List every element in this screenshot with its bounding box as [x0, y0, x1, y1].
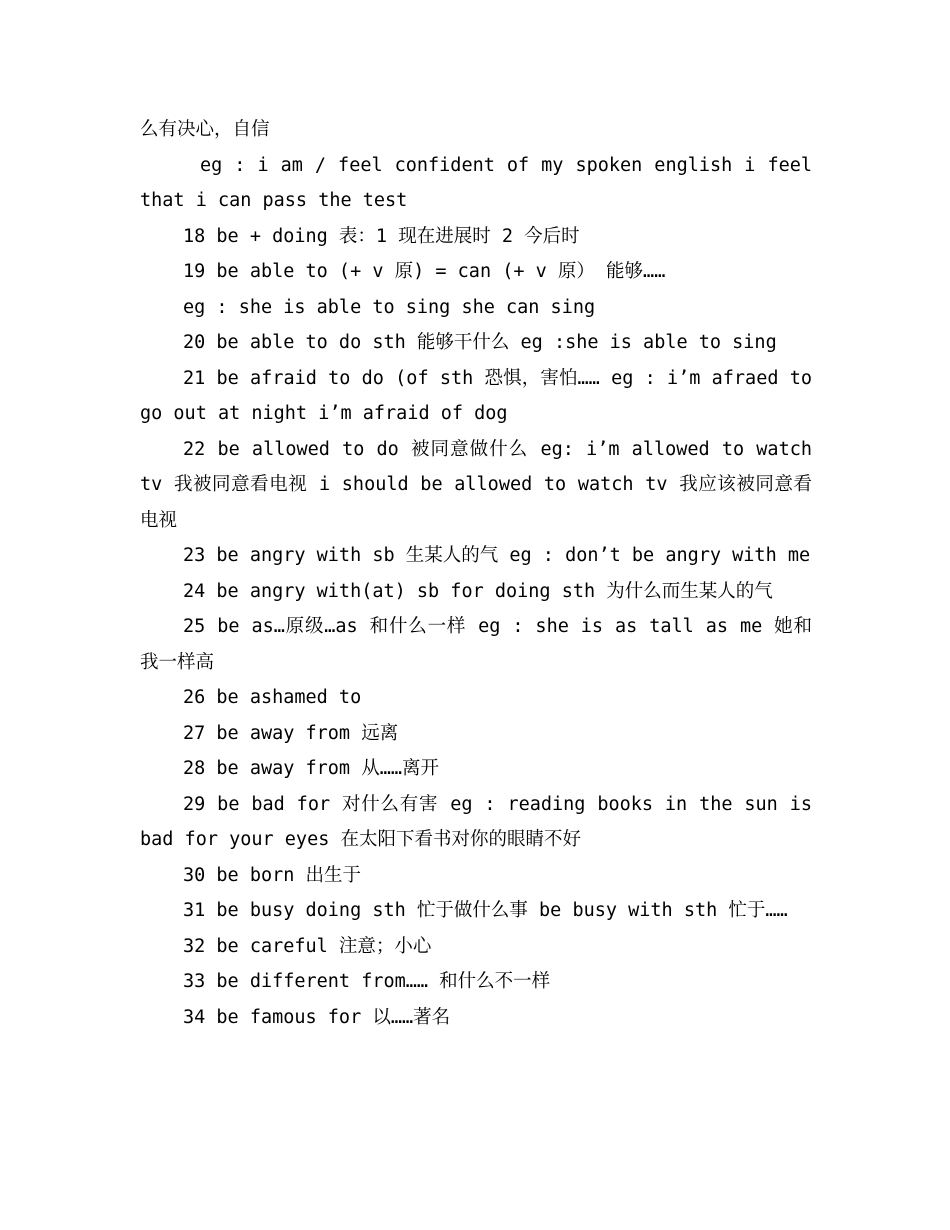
- paragraph-item-24: 24 be angry with(at) sb for doing sth 为什么而生某人的气: [183, 580, 773, 602]
- paragraph-item-19: 19 be able to (+ v 原) = can (+ v 原） 能够……: [183, 261, 666, 282]
- paragraph-item-23: 23 be angry with sb 生某人的气 eg : don’t be angry with me: [183, 545, 811, 566]
- paragraph-item-21: 21 be afraid to do (of sth 恐惧，害怕…… eg : i’m afraed to go out at night i’m afraid of dog: [140, 367, 812, 424]
- paragraph-item-18: 18 be + doing 表：1 现在进展时 2 今后时: [183, 225, 580, 247]
- body-text: [140, 112, 812, 1035]
- paragraph-item-22: 22 be allowed to do 被同意做什么 eg: i’m allowed to watch tv 我被同意看电视 i should be allowed to watch tv 我应该被同意看电视: [140, 438, 812, 531]
- paragraph-item-26: 26 be ashamed to: [183, 687, 362, 708]
- paragraph-item-29: 29 be bad for 对什么有害 eg : reading books in the sun is bad for your eyes 在太阳下看书对你的眼睛不好: [140, 793, 812, 850]
- paragraph-example-confident: eg : i am / feel confident of my spoken english i feel that i can pass the test: [140, 154, 812, 211]
- paragraph-item-34: 34 be famous for 以……著名: [183, 1006, 451, 1028]
- paragraph-intro: 么有决心，自信: [140, 119, 270, 140]
- paragraph-item-19-example: eg : she is able to sing she can sing: [183, 296, 596, 318]
- paragraph-item-32: 32 be careful 注意；小心: [183, 935, 432, 957]
- paragraph-item-25: 25 be as…原级…as 和什么一样 eg : she is as tall as me 她和我一样高: [140, 616, 812, 673]
- paragraph-item-28: 28 be away from 从……离开: [183, 758, 439, 779]
- paragraph-item-30: 30 be born 出生于: [183, 864, 362, 886]
- paragraph-item-33: 33 be different from…… 和什么不一样: [183, 971, 551, 992]
- paragraph-item-31: 31 be busy doing sth 忙于做什么事 be busy with sth 忙于……: [183, 900, 788, 921]
- paragraph-item-20: 20 be able to do sth 能够干什么 eg :she is able to sing: [183, 332, 777, 353]
- paragraph-item-27: 27 be away from 远离: [183, 722, 399, 744]
